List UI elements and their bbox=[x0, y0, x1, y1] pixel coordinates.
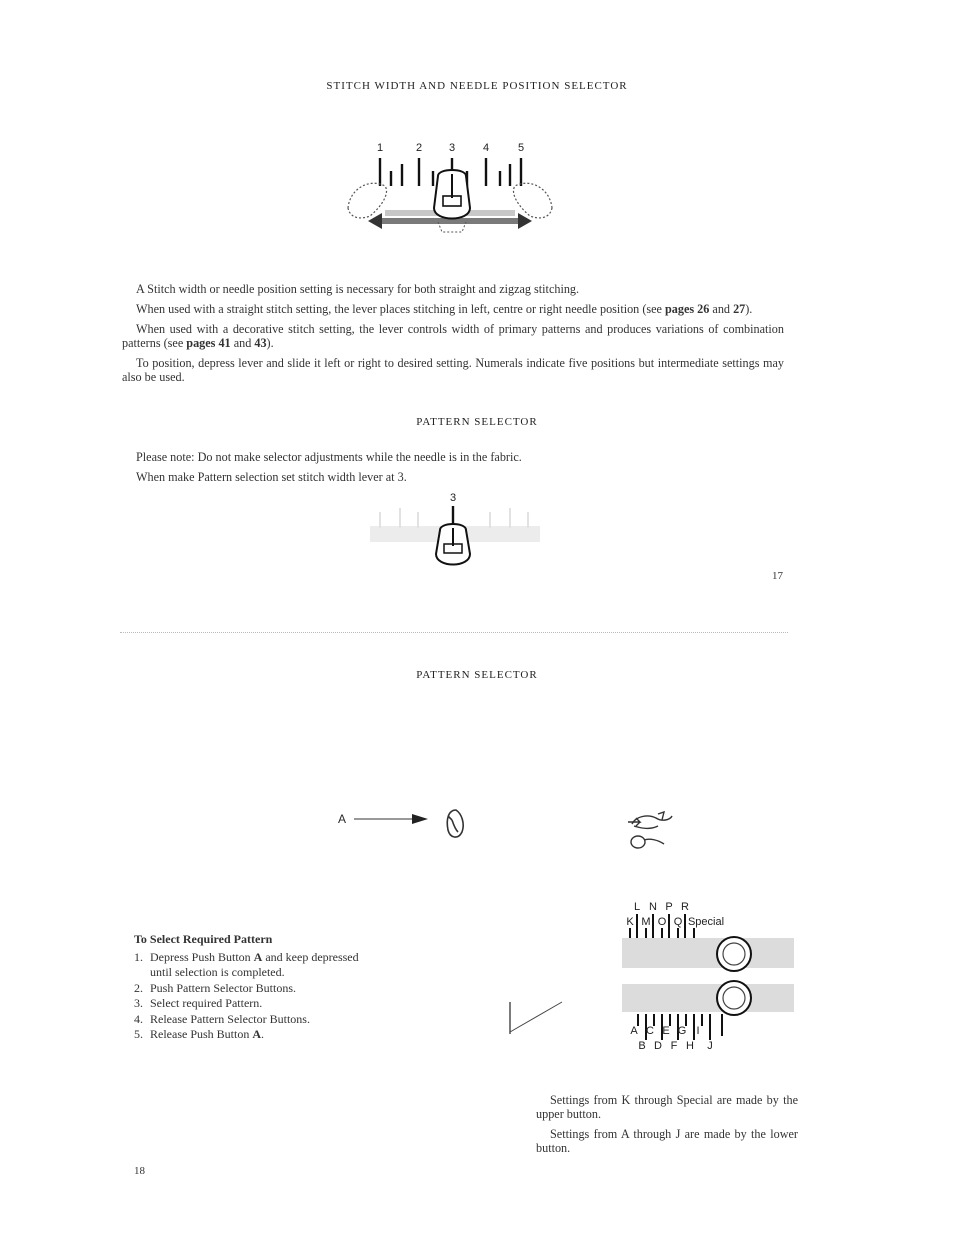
step-number: 2. bbox=[134, 980, 143, 995]
page-number-18: 18 bbox=[134, 1165, 145, 1177]
arrow-head-icon bbox=[412, 814, 428, 824]
p3-close: ). bbox=[266, 336, 274, 350]
dial-number-5: 5 bbox=[517, 142, 525, 154]
hand-pressing-icon bbox=[618, 808, 678, 856]
lower-slot-bar bbox=[622, 984, 794, 1012]
lower-bottom-letters bbox=[638, 1040, 712, 1052]
lever-icon-small bbox=[436, 524, 470, 565]
step-5 bbox=[134, 1027, 370, 1043]
note-needle-in-fabric: Please note: Do not make selector adjustments while the needle is in the fabric. bbox=[136, 450, 522, 464]
p3-page-ref-1: pages 41 bbox=[186, 336, 231, 350]
letter-f: F bbox=[670, 1040, 678, 1052]
p3-and: and bbox=[230, 336, 255, 350]
step-text: Release Push Button bbox=[150, 1027, 253, 1041]
dial-number-3: 3 bbox=[448, 142, 456, 154]
letter-p: P bbox=[665, 901, 673, 913]
lower-top-letters bbox=[630, 1025, 699, 1037]
letter-b: B bbox=[638, 1040, 646, 1052]
upper-bottom-letters bbox=[626, 916, 724, 928]
pointer-line bbox=[500, 996, 570, 1040]
lower-button-icon bbox=[717, 981, 751, 1015]
letter-j: J bbox=[707, 1040, 713, 1052]
steps-list bbox=[134, 950, 370, 1043]
step-text: Select required Pattern. bbox=[150, 996, 263, 1010]
step-text-tail: . bbox=[261, 1027, 264, 1041]
page-divider bbox=[120, 632, 788, 633]
letter-d: D bbox=[654, 1040, 662, 1052]
special-label: Special bbox=[687, 916, 725, 928]
letter-k: K bbox=[626, 916, 634, 928]
step-number: 5. bbox=[134, 1027, 143, 1041]
letter-i: I bbox=[696, 1025, 700, 1037]
push-button-a-label: A bbox=[338, 812, 347, 826]
letter-g: G bbox=[677, 1025, 687, 1037]
letter-l: L bbox=[633, 901, 641, 913]
step-3 bbox=[134, 996, 370, 1012]
paragraph-stitch-width: A Stitch width or needle position setting is necessary for both straight and zigzag stitching. bbox=[136, 282, 580, 296]
step-number: 3. bbox=[134, 996, 143, 1010]
p2-text: When used with a straight stitch setting, the lever places stitching in left, centre or right needle position (see bbox=[136, 302, 665, 316]
paragraph-positioning: To position, depress lever and slide it left or right to desired setting. Numerals indicate five positions but intermediate settings may also be used. bbox=[122, 356, 784, 384]
letter-q: Q bbox=[673, 916, 683, 928]
letter-o: O bbox=[657, 916, 667, 928]
page18-title: PATTERN SELECTOR bbox=[416, 669, 538, 681]
lever-number-3: 3 bbox=[449, 492, 457, 504]
note-lower-button: Settings from A through J are made by the lower button. bbox=[536, 1127, 798, 1155]
page17-pattern-heading: PATTERN SELECTOR bbox=[416, 416, 538, 428]
step-text: Push Pattern Selector Buttons. bbox=[150, 980, 296, 995]
page-number-17: 17 bbox=[772, 570, 783, 582]
letter-n: N bbox=[649, 901, 657, 913]
pattern-selector-buttons-illustration bbox=[618, 896, 808, 1054]
dial-number-2: 2 bbox=[415, 142, 423, 154]
step-number: 4. bbox=[134, 1011, 143, 1026]
p2-page-ref-2: 27 bbox=[733, 302, 746, 316]
step-text: Depress Push Button bbox=[150, 949, 254, 964]
p2-and: and bbox=[709, 302, 734, 316]
step-text-tail: and keep depressed until selection is completed. bbox=[150, 949, 359, 979]
p3-page-ref-2: 43 bbox=[254, 336, 267, 350]
lever-at-3-illustration bbox=[360, 488, 550, 570]
select-pattern-steps bbox=[134, 932, 370, 1043]
push-button-icon bbox=[447, 810, 463, 837]
stitch-width-dial-illustration bbox=[330, 138, 570, 238]
push-button-a-illustration bbox=[352, 806, 472, 846]
dial-number-1: 1 bbox=[376, 142, 384, 154]
note-set-width-3: When make Pattern selection set stitch width lever at 3. bbox=[136, 470, 407, 484]
button-notes bbox=[536, 1093, 798, 1161]
p3-text: When used with a decorative stitch setting, the lever controls width of primary patterns and produces variations of combination patterns (see bbox=[122, 322, 784, 350]
letter-a: A bbox=[630, 1025, 638, 1037]
p2-page-ref-1: pages 26 bbox=[665, 302, 710, 316]
step-text: Release Pattern Selector Buttons. bbox=[150, 1011, 310, 1026]
letter-c: C bbox=[646, 1025, 654, 1037]
step-4 bbox=[134, 1012, 370, 1028]
dial-number-4: 4 bbox=[482, 142, 490, 154]
step-bold: A bbox=[253, 949, 263, 964]
upper-slot-bar bbox=[622, 938, 794, 968]
step-bold: A bbox=[252, 1027, 261, 1041]
upper-top-letters bbox=[634, 901, 689, 913]
letter-r: R bbox=[681, 901, 689, 913]
step-number: 1. bbox=[134, 949, 143, 964]
step-1 bbox=[134, 950, 370, 981]
p2-close: ). bbox=[745, 302, 753, 316]
letter-e: E bbox=[662, 1025, 670, 1037]
paragraph-straight-stitch bbox=[122, 302, 784, 316]
letter-h: H bbox=[686, 1040, 694, 1052]
step-2 bbox=[134, 981, 370, 997]
note-upper-button: Settings from K through Special are made by the upper button. bbox=[536, 1093, 798, 1121]
upper-button-icon bbox=[717, 937, 751, 971]
page17-notes bbox=[136, 450, 776, 490]
steps-title: To Select Required Pattern bbox=[134, 932, 273, 946]
page17-title: STITCH WIDTH AND NEEDLE POSITION SELECTOR bbox=[326, 80, 628, 92]
paragraph-decorative-stitch bbox=[122, 322, 784, 350]
page17-body bbox=[122, 282, 784, 390]
letter-m: M bbox=[641, 916, 651, 928]
